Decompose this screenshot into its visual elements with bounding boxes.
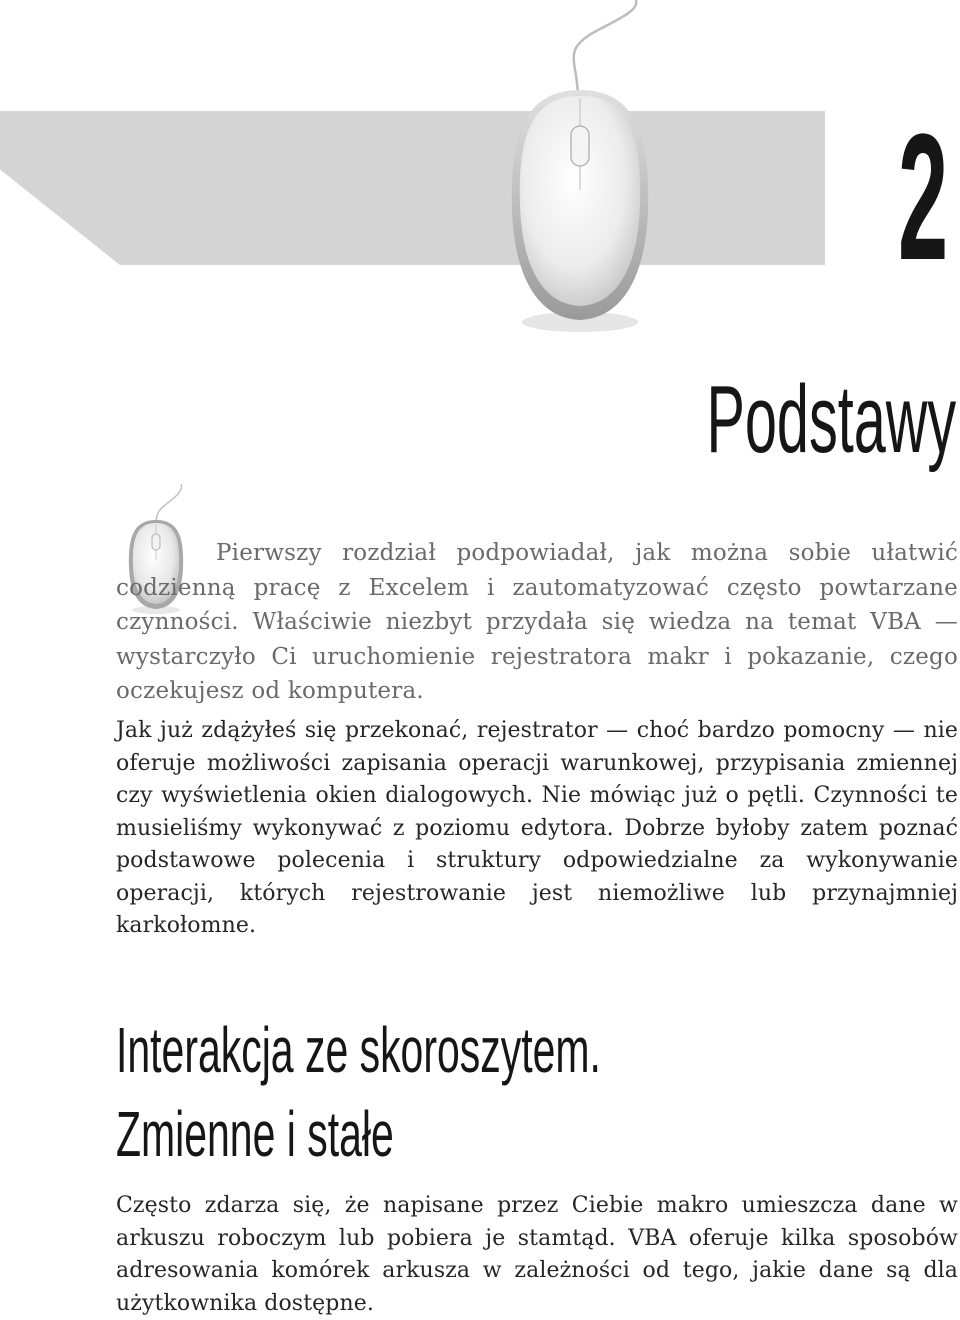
chapter-intro: Pierwszy rozdział podpowiadał, jak można sobie ułatwić codzienną pracę z Excelem i zautomatyzować często powtarzane czynności. Właściwie niezbyt przydała się wiedza na temat VBA — wystarczyło Ci uruchomienie rejestratora makr i pokazanie, czego oczekujesz od komputera. — [116, 540, 958, 704]
section-heading-line: Zmienne i stałe — [116, 1098, 394, 1170]
chapter-number: 2 — [897, 97, 948, 298]
body-paragraph: Często zdarza się, że napisane przez Ciebie makro umieszcza dane w arkuszu roboczym lub pobiera je stamtąd. VBA oferuje kilka sposobów adresowania komórek arkusza w zależności od tego, jakie dane są dla użytkownika dostępne. — [116, 1193, 958, 1316]
chapter-banner — [0, 111, 825, 265]
chapter-title: Podstawy — [706, 366, 956, 473]
section-heading-line: Interakcja ze skoroszytem. — [116, 1014, 601, 1086]
section-heading — [116, 1008, 601, 1176]
body-paragraph: Jak już zdążyłeś się przekonać, rejestrator — choć bardzo pomocny — nie oferuje możliwości zapisania operacji warunkowej, przypisania zmiennej czy wyświetlenia okien dialogowych. Nie mówiąc już o pętli. Czynności te musieliśmy wykonywać z poziomu edytora. Dobrze byłoby zatem poznać podstawowe polecenia i struktury odpowiedzialne za wykonywanie operacji, których rejestrowanie jest niemożliwe lub przynajmniej karkołomne. — [116, 718, 958, 938]
computer-mouse-icon — [500, 0, 670, 340]
